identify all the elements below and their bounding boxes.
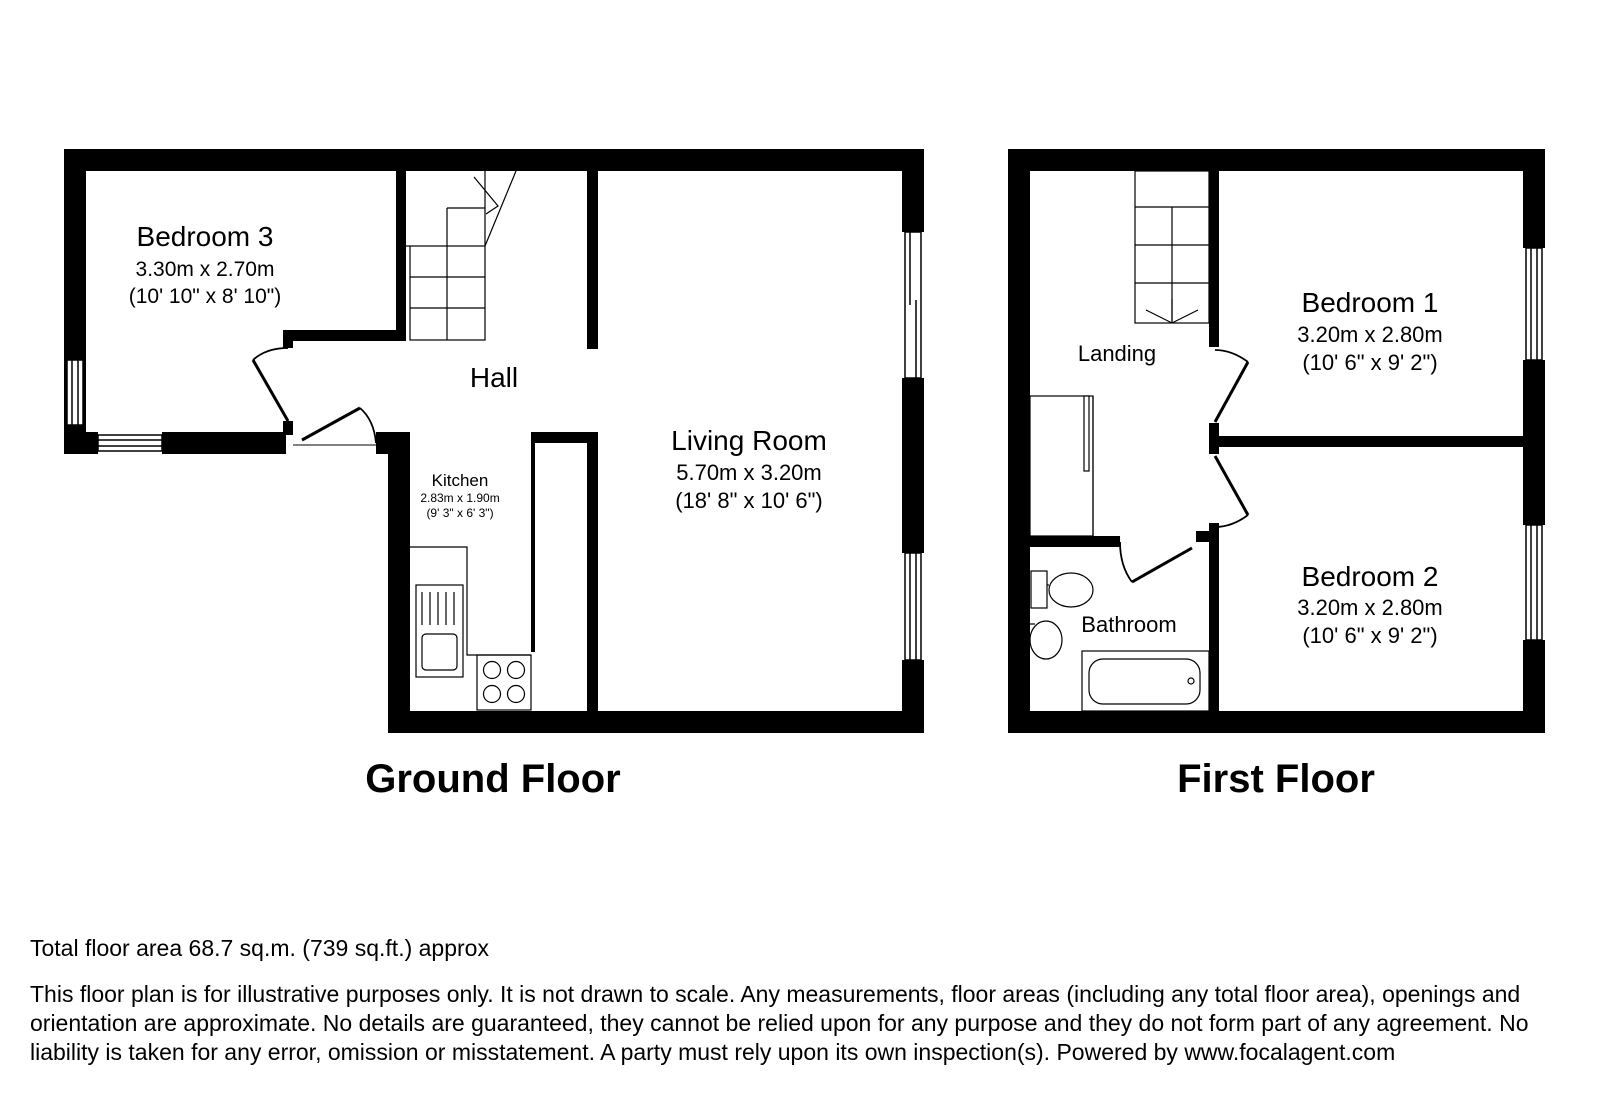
first-floor-doors [1120, 350, 1248, 582]
door-bedroom2 [1215, 456, 1248, 527]
window-bedroom3-side [67, 360, 83, 425]
hall-name: Hall [469, 362, 519, 393]
bedroom3-imperial: (10' 10" x 8' 10") [128, 285, 282, 308]
door-bedroom1 [1215, 350, 1248, 422]
kitchen-imperial: (9' 3" x 6' 3") [426, 506, 494, 520]
kitchen-fittings [410, 547, 531, 710]
door-front [293, 408, 376, 445]
bedroom2-metric: 3.20m x 2.80m [1297, 595, 1443, 620]
door-bathroom [1120, 542, 1192, 582]
footer [30, 934, 1580, 1067]
window-living-upper [905, 232, 921, 378]
living-room-imperial: (18' 8" x 10' 6") [675, 488, 823, 513]
bathroom-fittings [1030, 571, 1209, 711]
door-bedroom3 [253, 348, 288, 421]
disclaimer: This floor plan is for illustrative purposes only. It is not drawn to scale. Any measurements, floor areas (including any total floor area), openings and orientation are approximate. No details are guaranteed, they cannot be relied upon for any purpose and they do not form part of any agreement. No liability is taken for any error, omission or misstatement. A party must rely upon its own inspection(s). Powered by www.focalagent.com [30, 981, 1529, 1065]
first-floor-title: First Floor [1177, 757, 1375, 801]
bedroom1-metric: 3.20m x 2.80m [1297, 322, 1443, 347]
bedroom3-name: Bedroom 3 [136, 221, 274, 252]
window-bedroom2 [1526, 525, 1542, 640]
bedroom1-imperial: (10' 6" x 9' 2") [1302, 350, 1438, 375]
landing-name: Landing [1077, 341, 1157, 366]
bedroom3-metric: 3.30m x 2.70m [135, 258, 275, 281]
kitchen-name: Kitchen [431, 471, 489, 490]
bedroom2-imperial: (10' 6" x 9' 2") [1302, 623, 1438, 648]
window-bedroom3-front [98, 435, 162, 451]
bathroom-name: Bathroom [1081, 612, 1177, 637]
bath [1082, 651, 1209, 711]
living-room-name: Living Room [671, 425, 827, 456]
landing-cupboard [1030, 396, 1093, 536]
kitchen-sink [416, 585, 463, 677]
window-bedroom1 [1526, 248, 1542, 360]
ground-floor-staircase [406, 171, 516, 340]
living-room-metric: 5.70m x 3.20m [676, 460, 822, 485]
kitchen-hob [477, 655, 531, 710]
total-floor-area: Total floor area 68.7 sq.m. (739 sq.ft.) approx [30, 935, 489, 961]
bedroom2-name: Bedroom 2 [1301, 561, 1439, 592]
ground-floor-doors [253, 348, 376, 445]
first-floor-staircase [1135, 171, 1209, 323]
window-living-lower [905, 553, 921, 660]
kitchen-metric: 2.83m x 1.90m [420, 491, 500, 505]
basin [1030, 621, 1062, 659]
toilet [1031, 571, 1093, 608]
bedroom1-name: Bedroom 1 [1301, 287, 1439, 318]
ground-floor-title: Ground Floor [365, 757, 621, 801]
ground-floor-plan [64, 149, 924, 801]
first-floor-plan [1008, 149, 1545, 801]
